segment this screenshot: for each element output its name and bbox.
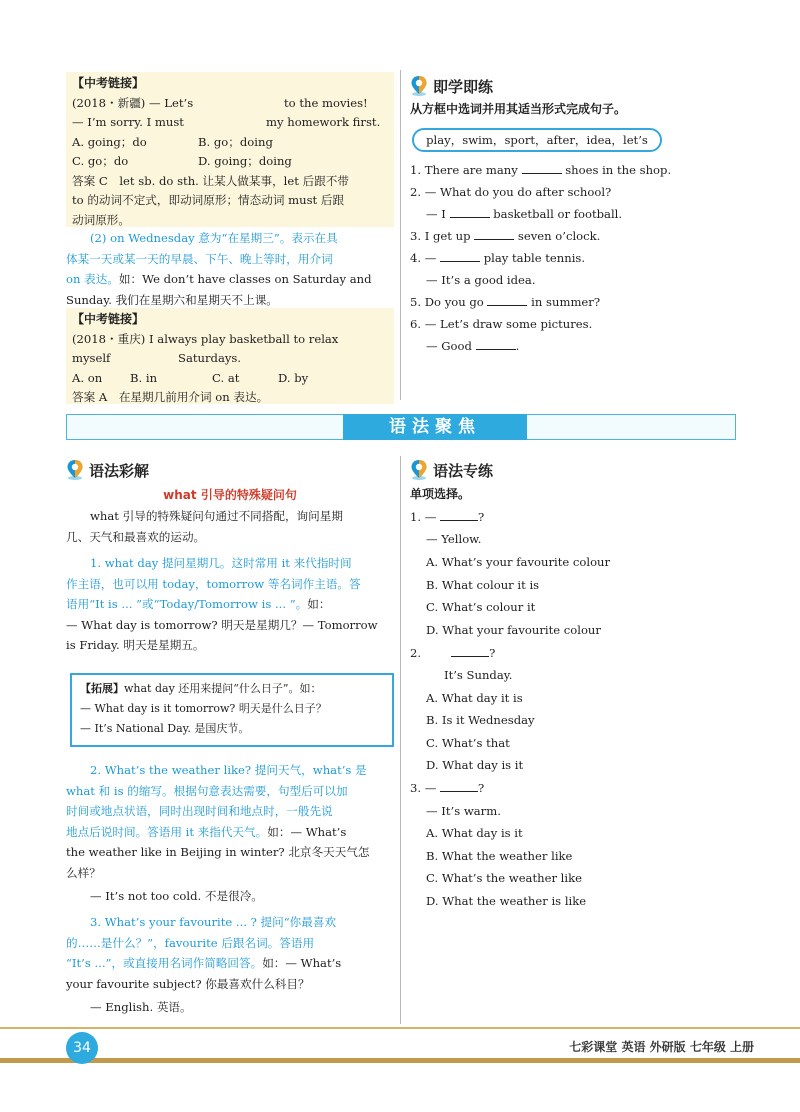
answer-blank[interactable] (451, 643, 489, 657)
example-text: 如：We don’t have classes on Saturday and (118, 272, 372, 286)
footer-book-title: 七彩课堂 英语 外研版 七年级 上册 (569, 1040, 754, 1054)
answer-blank[interactable] (474, 226, 514, 240)
q-answer: — Yellow. (426, 532, 482, 546)
q-text: ? (478, 781, 485, 795)
footer-line (0, 1027, 800, 1029)
item-text: shoes in the shop. (565, 163, 672, 177)
option-a[interactable]: A. What’s your favourite colour (426, 555, 611, 569)
map-pin-icon (410, 75, 428, 97)
instruction: 单项选择。 (410, 487, 471, 501)
exercise-item (410, 160, 671, 180)
grammar-intro (66, 506, 394, 547)
body-text: 几、天气和最喜欢的运动。 (66, 529, 206, 544)
exercise-item: 2. — What do you do after school? (410, 185, 612, 199)
body-text: — It’s not too cold. 不是很冷。 (90, 889, 263, 903)
blue-text: “It’s ...”，或直接用名词作简略回答。 (66, 956, 263, 970)
banner-title: 语法聚焦 (343, 414, 527, 440)
option-a: A. going；do (72, 134, 147, 149)
answer-line: 动词原形。 (72, 212, 130, 227)
blue-text: 语用“It is ... ”或“Today/Tomorrow is ... ”。 (66, 597, 308, 611)
option-b: B. in (130, 370, 158, 385)
item-text: basketball or football. (493, 207, 623, 221)
answer-blank[interactable] (450, 204, 490, 218)
option-d: D. by (278, 370, 309, 385)
q-number: 1. — (410, 510, 437, 524)
body-text: 么样？ (66, 865, 101, 880)
options-line (72, 369, 388, 389)
body-text: what 引导的特殊疑问句通过不同搭配，询问星期 (90, 509, 343, 523)
box-header: 【中考链接】 (72, 76, 145, 90)
item-text: . (515, 339, 520, 353)
box-header: 【中考链接】 (72, 312, 145, 326)
body-text: your favourite subject? 你最喜欢什么科目？ (66, 976, 310, 991)
q-text: ? (478, 510, 485, 524)
q-text: (2018・新疆) — Let’s (72, 95, 194, 110)
item-text: 5. Do you go (410, 295, 484, 309)
blue-text: what 和 is 的缩写。根据句意表达需要，句型后可以加 (66, 783, 348, 798)
body-text: — English. 英语。 (90, 1000, 192, 1014)
option-d: D. going；doing (198, 154, 292, 168)
option-c[interactable]: C. What’s colour it (426, 600, 536, 614)
exercise-item (426, 204, 622, 224)
option-d[interactable]: D. What day is it (426, 758, 524, 772)
option-a[interactable]: A. What day it is (426, 691, 523, 705)
question-line (72, 94, 388, 114)
option-c[interactable]: C. What’s that (426, 736, 510, 750)
mc-question-3 (410, 778, 484, 798)
q-text: Saturdays. (178, 351, 242, 365)
blue-text: 3. What’s your favourite ... ? 提问“你最喜欢 (90, 915, 337, 929)
body-text: the weather like in Beijing in winter? 北京冬天天气怎 (66, 845, 370, 859)
zhongkao-box-2 (66, 308, 394, 404)
body-text: 如：— What’s (262, 956, 342, 970)
answer-blank[interactable] (440, 778, 478, 792)
column-divider (400, 456, 401, 1024)
body-text: — What day is tomorrow? 明天是星期几？— Tomorrow (66, 617, 378, 632)
option-b[interactable]: B. Is it Wednesday (426, 713, 535, 727)
body-text: 如：— What’s (267, 824, 347, 839)
item-text: seven o’clock. (517, 229, 601, 243)
footer-bar (0, 1058, 800, 1063)
exercise-item (426, 336, 519, 356)
grammar-point-3 (66, 912, 394, 1018)
column-divider (400, 70, 401, 400)
body-text: — It’s National Day. 是国庆节。 (80, 722, 250, 735)
option-b[interactable]: B. What the weather like (426, 849, 573, 863)
item-text: — I (426, 207, 446, 221)
word-box: play，swim，sport，after，idea，let’s (412, 128, 662, 152)
section-jixue (410, 74, 493, 98)
body-text: — What day is it tomorrow? 明天是什么日子？ (80, 702, 327, 715)
q-text: — I’m sorry. I must (72, 115, 184, 129)
body-text: what day 还用来提问“什么日子”。如： (124, 682, 322, 695)
section-title: 即学即练 (433, 77, 494, 96)
example-text: Sunday. 我们在星期六和星期天不上课。 (66, 292, 278, 307)
body-text: 如： (307, 597, 331, 611)
mc-question-2 (410, 643, 495, 663)
q-number: 2. (410, 646, 422, 660)
blue-text: 的……是什么？”，favourite 后跟名词。答语用 (66, 935, 315, 950)
option-c: C. go；do (72, 154, 129, 168)
exercise-item: — It’s a good idea. (426, 273, 536, 287)
option-d[interactable]: D. What your favourite colour (426, 623, 601, 637)
question-line (72, 349, 388, 369)
options-line (72, 133, 388, 153)
blue-text: 时间或地点状语，同时出现时间和地点时，一般先说 (66, 804, 333, 818)
section-title: 语法专练 (433, 461, 494, 480)
option-c: C. at (212, 370, 240, 385)
exercise-item (410, 226, 600, 246)
section-yufa-caijie (66, 458, 149, 482)
answer-blank[interactable] (476, 336, 516, 350)
exercise-item (410, 248, 585, 268)
exercise-item: 6. — Let’s draw some pictures. (410, 317, 593, 331)
section-title: 语法彩解 (89, 461, 150, 480)
q-answer: It’s Sunday. (444, 668, 513, 682)
item-text: 1. There are many (410, 163, 518, 177)
item-text: in summer? (531, 295, 601, 309)
answer-line: 答案 C let sb. do sth. 让某人做某事，let 后跟不带 (72, 173, 349, 188)
blue-text: 作主语，也可以用 today，tomorrow 等名词作主语。答 (66, 576, 361, 591)
answer-line: 答案 A 在星期几前用介词 on 表达。 (72, 390, 269, 404)
q-answer: — It’s warm. (426, 804, 501, 818)
answer-blank[interactable] (487, 292, 527, 306)
grammar-subtitle: what 引导的特殊疑问句 (163, 488, 297, 502)
answer-line: to 的动词不定式，即动词原形；情态动词 must 后跟 (72, 193, 345, 207)
instruction: 从方框中选词并用其适当形式完成句子。 (410, 102, 627, 116)
answer-blank[interactable] (522, 160, 562, 174)
q-text: my homework first. (266, 115, 381, 129)
item-text: play table tennis. (483, 251, 586, 265)
q-text: to the movies! (284, 95, 368, 110)
blue-text: (2) on Wednesday 意为“在星期三”。表示在具 (90, 231, 338, 245)
q-number: 3. — (410, 781, 437, 795)
q-text: (2018・重庆) I always play basketball to relax (72, 331, 339, 346)
options-line (72, 152, 388, 172)
explanation-2 (66, 228, 394, 310)
mc-question-1 (410, 507, 484, 527)
q-text: ? (489, 646, 496, 660)
q-text: myself (72, 351, 111, 365)
exercise-item (410, 292, 600, 312)
extension-box (70, 673, 394, 747)
grammar-point-2 (66, 760, 394, 907)
answer-blank[interactable] (440, 248, 480, 262)
page-number: 34 (66, 1032, 98, 1064)
zhongkao-box-1 (66, 72, 394, 227)
option-b[interactable]: B. What colour it is (426, 578, 540, 592)
option-a[interactable]: A. What day is it (426, 826, 523, 840)
body-text: is Friday. 明天是星期五。 (66, 638, 205, 652)
item-text: — Good (426, 339, 472, 353)
extension-label: 【拓展】 (80, 682, 124, 695)
blue-text: on 表达。 (66, 272, 119, 286)
blue-text: 体某一天或某一天的早晨、下午、晚上等时，用介词 (66, 251, 333, 266)
grammar-point-1 (66, 553, 394, 656)
option-a: A. on (72, 370, 103, 385)
blue-text: 2. What’s the weather like? 提问天气，what’s 是 (90, 763, 367, 777)
option-d[interactable]: D. What the weather is like (426, 894, 587, 908)
section-banner (66, 414, 736, 440)
map-pin-icon (66, 459, 84, 481)
option-c[interactable]: C. What’s the weather like (426, 871, 582, 885)
question-line (72, 113, 388, 133)
section-yufa-zhuanlian (410, 458, 493, 482)
option-b: B. go；doing (198, 134, 273, 149)
blue-text: 1. what day 提问星期几。这时常用 it 来代指时间 (90, 556, 352, 570)
map-pin-icon (410, 459, 428, 481)
item-text: 4. — (410, 251, 437, 265)
item-text: 3. I get up (410, 229, 471, 243)
answer-blank[interactable] (440, 507, 478, 521)
blue-text: 地点后说时间。答语用 it 来指代天气。 (66, 824, 268, 839)
